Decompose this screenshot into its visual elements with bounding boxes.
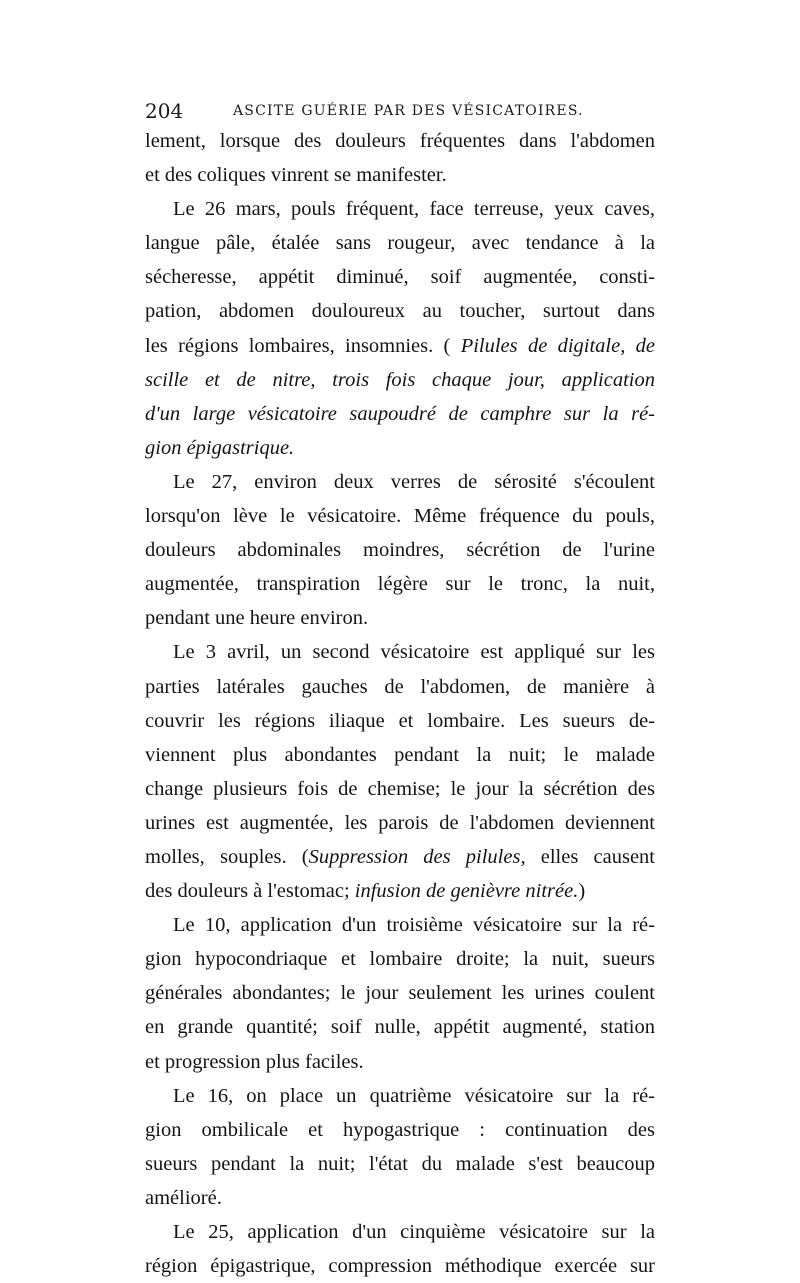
text-line: scille et de nitre, trois fois chaque jour, application: [145, 368, 655, 391]
text-line: Le 26 mars, pouls fréquent, face terreuse, yeux caves,: [173, 198, 655, 221]
text-line-mixed: [145, 874, 655, 908]
page-number: 204: [145, 99, 184, 123]
italic-segment: Suppression des pilules,: [308, 845, 526, 868]
text-line: région épigastrique, compression méthodique exercée sur: [145, 1255, 655, 1278]
line-segment: molles, souples. (: [145, 845, 309, 868]
text-line: sécheresse, appétit diminué, soif augmentée, consti-: [145, 266, 655, 289]
text-line: Le 3 avril, un second vésicatoire est appliqué sur les: [173, 641, 655, 664]
text-line: sueurs pendant la nuit; l'état du malade s'est beaucoup: [145, 1152, 655, 1175]
text-line: change plusieurs fois de chemise; le jour la sécrétion des: [145, 777, 655, 800]
text-line: gion épigastrique.: [145, 436, 295, 459]
text-line: douleurs abdominales moindres, sécrétion de l'urine: [145, 539, 655, 562]
line-segment: des douleurs à l'estomac;: [145, 880, 355, 903]
text-line: Le 16, on place un quatrième vésicatoire sur la ré-: [173, 1084, 655, 1107]
text-line: couvrir les régions iliaque et lombaire. Les sueurs de-: [145, 709, 655, 732]
text-line: viennent plus abondantes pendant la nuit; le malade: [145, 743, 655, 766]
text-line: lement, lorsque des douleurs fréquentes dans l'abdomen: [145, 130, 655, 152]
line-segment: ): [578, 880, 586, 903]
text-line: Le 27, environ deux verres de sérosité s'écoulent: [173, 470, 655, 493]
text-line: gion hypocondriaque et lombaire droite; la nuit, sueurs: [145, 948, 655, 971]
text-line: en grande quantité; soif nulle, appétit augmenté, station: [145, 1016, 655, 1039]
text-line: Le 10, application d'un troisième vésicatoire sur la ré-: [173, 914, 655, 937]
text-line: générales abondantes; le jour seulement les urines coulent: [145, 982, 655, 1005]
text-line: Le 25, application d'un cinquième vésicatoire sur la: [173, 1221, 655, 1243]
text-line-mixed: [145, 329, 655, 363]
running-title: ASCITE GUÉRIE PAR DES VÉSICATOIRES.: [233, 103, 584, 119]
text-line-mixed: [145, 840, 655, 874]
text-line: amélioré.: [145, 1186, 222, 1209]
text-line: parties latérales gauches de l'abdomen, de manière à: [145, 675, 655, 698]
text-line: urines est augmentée, les parois de l'abdomen deviennent: [145, 811, 655, 834]
text-line: lorsqu'on lève le vésicatoire. Même fréquence du pouls,: [145, 505, 655, 528]
running-head: [145, 97, 657, 125]
italic-segment: Pilules de digitale, de: [460, 334, 656, 357]
text-line: et des coliques vinrent se manifester.: [145, 164, 447, 187]
line-segment: les régions lombaires, insomnies. (: [145, 334, 461, 357]
text-line: gion ombilicale et hypogastrique : continuation des: [145, 1118, 655, 1141]
text-line: et progression plus faciles.: [145, 1050, 364, 1073]
text-line: langue pâle, étalée sans rougeur, avec tendance à la: [145, 232, 655, 255]
text-line: pendant une heure environ.: [145, 607, 369, 630]
text-line: d'un large vésicatoire saupoudré de camphre sur la ré-: [145, 402, 655, 425]
italic-segment: infusion de genièvre nitrée.: [354, 880, 579, 903]
text-line: pation, abdomen douloureux au toucher, surtout dans: [145, 300, 655, 323]
body-text: [145, 124, 655, 1283]
line-segment: elles causent: [525, 845, 655, 868]
text-line: augmentée, transpiration légère sur le tronc, la nuit,: [145, 573, 655, 596]
